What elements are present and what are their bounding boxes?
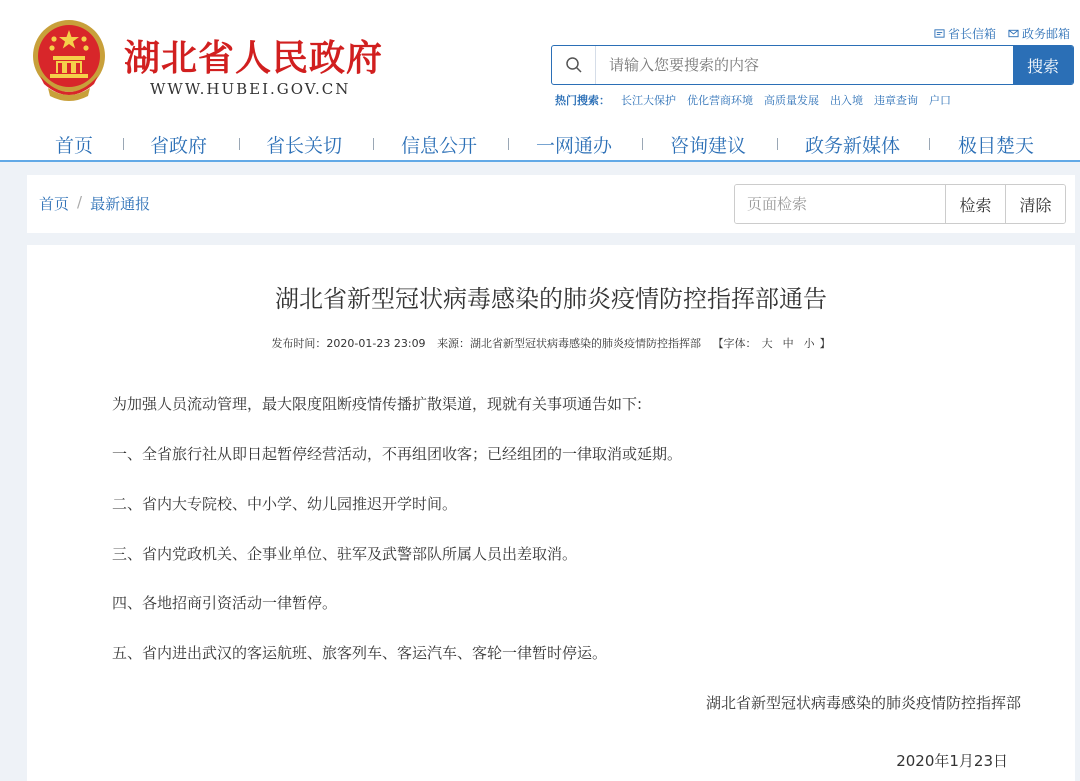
site-url: WWW.HUBEI.GOV.CN (150, 80, 351, 98)
nav-divider (373, 138, 374, 150)
nav-item-information-disclosure[interactable]: 信息公开 (401, 135, 478, 157)
top-links (934, 25, 1070, 42)
article-source: 来源：湖北省新型冠状病毒感染的肺炎疫情防控指挥部 (437, 337, 702, 350)
font-size-control (713, 337, 831, 350)
nav-divider (929, 138, 930, 150)
search-icon-cell (552, 46, 596, 84)
breadcrumb-separator: / (77, 193, 83, 211)
government-email-link[interactable] (1008, 25, 1070, 42)
nav-item-new-media[interactable]: 政务新媒体 (805, 135, 901, 157)
font-size-small[interactable]: 小 (803, 337, 815, 350)
article-paragraph: 为加强人员流动管理，最大限度阻断疫情传播扩散渠道，现就有关事项通告如下: (112, 395, 643, 413)
hot-search-item[interactable]: 出入境 (830, 94, 863, 107)
font-size-label: 【字体： (712, 337, 757, 350)
nav-divider (239, 138, 240, 150)
nav-item-home[interactable]: 首页 (55, 135, 94, 157)
publish-time: 发布时间：2020-01-23 23:09 (271, 337, 426, 350)
site-title[interactable]: 湖北省人民政府 (124, 38, 384, 79)
nav-item-jimu-chutian[interactable]: 极目楚天 (958, 135, 1035, 157)
nav-divider (642, 138, 643, 150)
hot-search-item[interactable]: 优化营商环境 (687, 94, 753, 107)
nav-divider (777, 138, 778, 150)
hot-search-item[interactable]: 长江大保护 (621, 94, 676, 107)
article-paragraph: 三、省内党政机关、企事业单位、驻军及武警部队所属人员出差取消。 (112, 545, 578, 563)
article-paragraph: 五、省内进出武汉的客运航班、旅客列车、客运汽车、客轮一律暂时停运。 (112, 644, 608, 662)
page-search (734, 184, 1066, 224)
article-paragraph: 二、省内大专院校、中小学、幼儿园推迟开学时间。 (112, 495, 458, 513)
site-search-input[interactable] (596, 46, 1013, 84)
search-icon (565, 56, 583, 74)
hot-search-item[interactable]: 高质量发展 (764, 94, 819, 107)
breadcrumb (39, 193, 150, 214)
article-signature: 湖北省新型冠状病毒感染的肺炎疫情防控指挥部 (705, 694, 1021, 712)
nav-item-one-stop-service[interactable]: 一网通办 (536, 135, 613, 157)
main-nav (0, 124, 1080, 162)
governor-mailbox-label: 省长信箱 (947, 27, 996, 41)
site-header (0, 0, 1080, 124)
article-meta (27, 335, 1075, 351)
envelope-icon (1008, 28, 1019, 39)
site-search-button[interactable]: 搜索 (1013, 46, 1073, 84)
font-size-medium[interactable]: 中 (782, 337, 794, 350)
hot-searches-label: 热门搜索： (555, 94, 610, 107)
nav-item-consultation[interactable]: 咨询建议 (670, 135, 747, 157)
hot-search-item[interactable]: 违章查询 (874, 94, 918, 107)
page-search-button[interactable]: 检索 (945, 185, 1005, 223)
nav-item-provincial-government[interactable]: 省政府 (150, 135, 208, 157)
page-search-input[interactable] (735, 185, 945, 223)
governor-mailbox-link[interactable] (934, 25, 996, 42)
article (27, 245, 1075, 781)
breadcrumb-bar (27, 175, 1075, 233)
page-clear-button[interactable]: 清除 (1005, 185, 1065, 223)
national-emblem-logo[interactable] (28, 16, 110, 106)
hot-searches (555, 92, 951, 108)
font-size-close: 】 (819, 337, 831, 350)
nav-item-governor-concerns[interactable]: 省长关切 (266, 135, 343, 157)
article-paragraph: 一、全省旅行社从即日起暂停经营活动，不再组团收客；已经组团的一律取消或延期。 (112, 445, 683, 463)
breadcrumb-home[interactable]: 首页 (39, 195, 70, 213)
site-search (551, 45, 1074, 85)
breadcrumb-current[interactable]: 最新通报 (90, 195, 151, 213)
government-email-label: 政务邮箱 (1021, 27, 1070, 41)
mail-icon (934, 28, 945, 39)
article-title: 湖北省新型冠状病毒感染的肺炎疫情防控指挥部通告 (275, 285, 827, 313)
nav-divider (123, 138, 124, 150)
nav-divider (508, 138, 509, 150)
font-size-large[interactable]: 大 (761, 337, 773, 350)
article-paragraph: 四、各地招商引资活动一律暂停。 (112, 594, 338, 612)
hot-search-item[interactable]: 户口 (929, 94, 951, 107)
article-date: 2020年1月23日 (896, 752, 1008, 770)
